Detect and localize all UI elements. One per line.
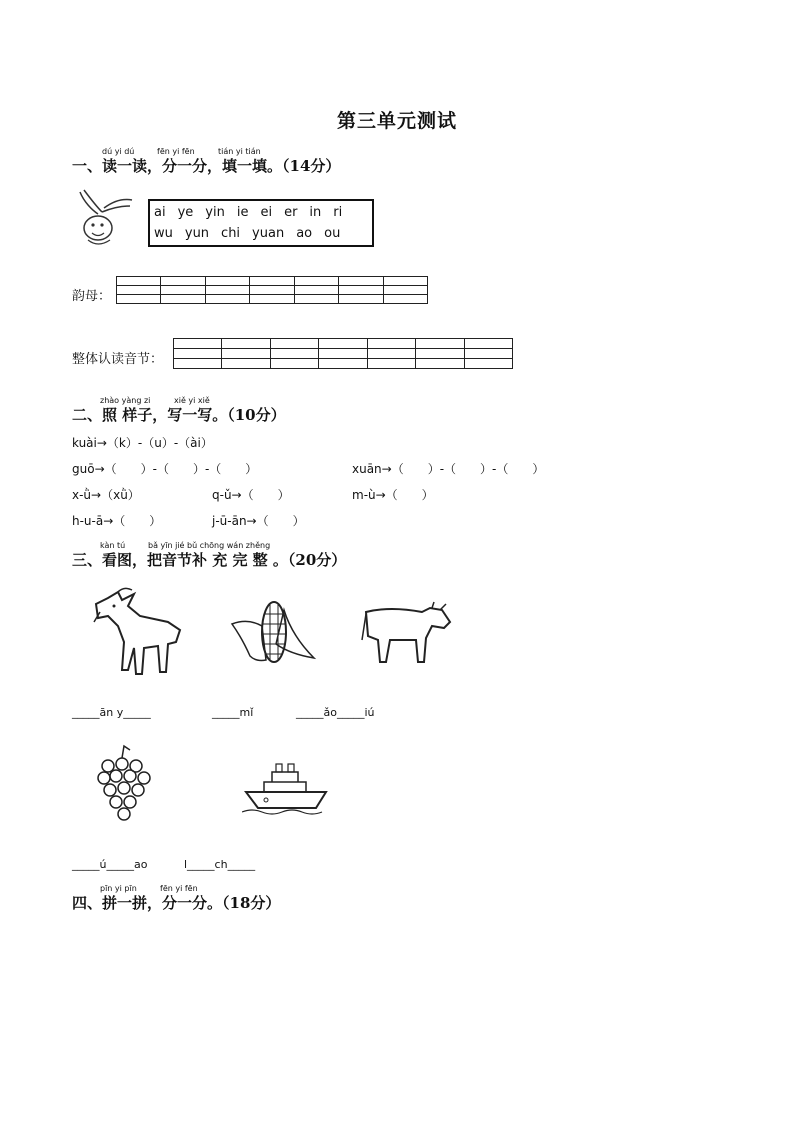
grid-cell[interactable]: [222, 359, 270, 369]
grid-cell[interactable]: [250, 295, 294, 304]
grid-cell[interactable]: [205, 277, 249, 286]
fill-blank[interactable]: _____ǎo_____iú: [296, 706, 375, 719]
grid-cell[interactable]: [270, 339, 318, 349]
grid-cell[interactable]: [319, 339, 367, 349]
whole-syllables-label: 整体认读音节：: [72, 352, 164, 367]
grid-cell[interactable]: [174, 349, 222, 359]
grid-cell[interactable]: [319, 349, 367, 359]
whole-syllables-grid: [173, 338, 513, 369]
grid-cell[interactable]: [174, 359, 222, 369]
exercise-line[interactable]: j-ū-ān→（ ）: [212, 514, 305, 528]
pinyin-annotation: kàn tú: [100, 541, 126, 550]
goat-image: [88, 586, 188, 682]
grid-cell[interactable]: [416, 349, 464, 359]
pinyin-row-2: [154, 223, 368, 244]
grape-image: [94, 744, 154, 830]
grid-cell[interactable]: [367, 359, 415, 369]
finals-label: 韵母：: [72, 289, 112, 304]
grid-cell[interactable]: [383, 277, 427, 286]
grid-cell[interactable]: [161, 295, 205, 304]
grid-cell[interactable]: [383, 295, 427, 304]
grid-cell[interactable]: [464, 349, 512, 359]
pinyin-item: yin: [205, 205, 225, 220]
grid-cell[interactable]: [319, 359, 367, 369]
grid-cell[interactable]: [222, 349, 270, 359]
exercise-line[interactable]: q-ǔ→（ ）: [212, 488, 290, 502]
exercise-line[interactable]: guō→（ ）-（ ）-（ ）: [72, 462, 258, 476]
grid-cell[interactable]: [339, 295, 383, 304]
grid-cell[interactable]: [270, 349, 318, 359]
finals-grid: [116, 276, 428, 304]
pinyin-item: er: [284, 205, 298, 220]
pinyin-annotation: xiě yi xiě: [174, 396, 210, 405]
grid-cell[interactable]: [416, 359, 464, 369]
corn-image: [228, 596, 320, 668]
example-line: kuài→（k）-（u）-（ài）: [72, 436, 213, 450]
grid-cell[interactable]: [117, 286, 161, 295]
pinyin-item: ye: [177, 205, 194, 220]
fill-blank[interactable]: _____ú_____ao: [72, 858, 148, 871]
pinyin-item: yuan: [252, 226, 285, 241]
section-4-heading: 四、拼一拼，分一分。（18分）: [72, 894, 281, 912]
rabbit-image: [74, 188, 136, 250]
pinyin-annotation: bǎ yīn jié bǔ chōng wán zhěng: [148, 541, 271, 550]
section-1-heading: 一、读一读，分一分，填一填。（14分）: [72, 157, 341, 175]
grid-cell[interactable]: [464, 339, 512, 349]
pinyin-annotation: dú yi dú: [102, 147, 135, 156]
grid-cell[interactable]: [464, 359, 512, 369]
fill-blank[interactable]: _____mǐ: [212, 706, 254, 719]
grid-cell[interactable]: [294, 277, 338, 286]
fill-blank[interactable]: l_____ch_____: [184, 858, 256, 871]
pinyin-item: ai: [154, 205, 166, 220]
cow-image: [360, 600, 454, 666]
pinyin-box: [148, 199, 374, 247]
grid-cell[interactable]: [367, 349, 415, 359]
grid-cell[interactable]: [250, 277, 294, 286]
pinyin-item: ri: [333, 205, 343, 220]
grid-cell[interactable]: [416, 339, 464, 349]
pinyin-item: chi: [221, 226, 241, 241]
grid-cell[interactable]: [205, 295, 249, 304]
grid-cell[interactable]: [294, 295, 338, 304]
pinyin-annotation: zhào yàng zi: [100, 396, 151, 405]
pinyin-annotation: fēn yi fēn: [160, 884, 198, 893]
pinyin-annotation: pīn yi pīn: [100, 884, 137, 893]
grid-cell[interactable]: [174, 339, 222, 349]
pinyin-item: wu: [154, 226, 173, 241]
grid-cell[interactable]: [383, 286, 427, 295]
pinyin-item: in: [309, 205, 322, 220]
grid-cell[interactable]: [161, 286, 205, 295]
exercise-line[interactable]: xuān→（ ）-（ ）-（ ）: [352, 462, 545, 476]
grid-cell[interactable]: [222, 339, 270, 349]
grid-cell[interactable]: [250, 286, 294, 295]
pinyin-item: ou: [324, 226, 341, 241]
grid-cell[interactable]: [117, 295, 161, 304]
pinyin-item: ie: [236, 205, 249, 220]
grid-cell[interactable]: [339, 277, 383, 286]
pinyin-row-1: [154, 202, 368, 223]
pinyin-annotation: fēn yi fēn: [157, 147, 195, 156]
exercise-line[interactable]: h-u-ā→（ ）: [72, 514, 162, 528]
section-3-heading: 三、看图，把音节补 充 完 整 。（20分）: [72, 551, 347, 569]
grid-cell[interactable]: [161, 277, 205, 286]
pinyin-item: ei: [260, 205, 273, 220]
fill-blank[interactable]: _____ān y_____: [72, 706, 151, 719]
grid-cell[interactable]: [205, 286, 249, 295]
grid-cell[interactable]: [294, 286, 338, 295]
section-2-heading: 二、照 样子，写一写。（10分）: [72, 406, 286, 424]
exercise-line[interactable]: m-ù→（ ）: [352, 488, 434, 502]
grid-cell[interactable]: [367, 339, 415, 349]
pinyin-item: ao: [296, 226, 313, 241]
grid-cell[interactable]: [270, 359, 318, 369]
ship-image: [242, 762, 332, 816]
grid-cell[interactable]: [117, 277, 161, 286]
pinyin-item: yun: [184, 226, 210, 241]
grid-cell[interactable]: [339, 286, 383, 295]
example-line: x-ǜ→（xǜ）: [72, 488, 140, 502]
pinyin-annotation: tián yi tián: [218, 147, 261, 156]
page-title: 第三单元测试: [336, 110, 457, 132]
